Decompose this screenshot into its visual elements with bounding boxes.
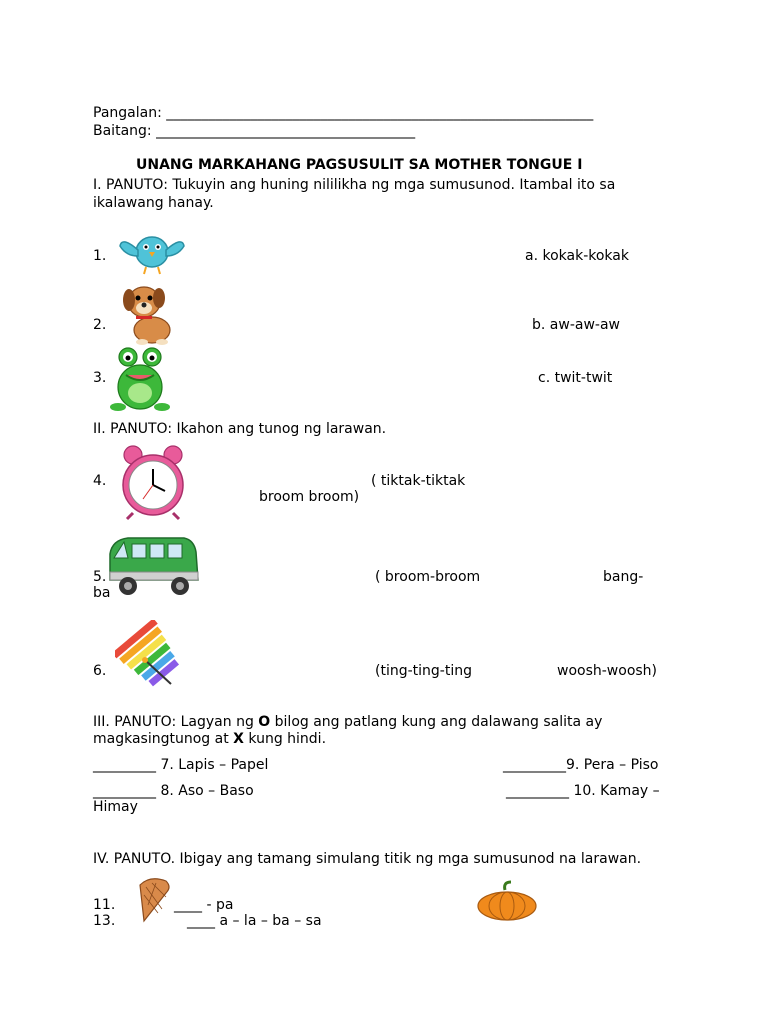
circle-symbol: O <box>258 714 271 730</box>
choice-a: a. kokak-kokak <box>525 248 629 264</box>
x-symbol: X <box>233 731 244 747</box>
name-line <box>93 105 593 122</box>
part2-directions: II. PANUTO: Ikahon ang tunog ng larawan. <box>93 421 387 437</box>
item5-choice2-wrap: ba <box>93 585 111 601</box>
item11-blank[interactable]: ____ - pa <box>174 897 234 913</box>
item-10-wrap: Himay <box>93 799 138 815</box>
item-number-13: 13. <box>93 913 116 929</box>
grade-line <box>93 123 415 140</box>
part1-directions-line2: ikalawang hanay. <box>93 195 214 211</box>
item-number-5: 5. <box>93 569 107 585</box>
dog-picture <box>114 280 186 346</box>
xylophone-picture <box>115 620 181 688</box>
page-title: UNANG MARKAHANG PAGSUSULIT SA MOTHER TONGUE I <box>136 157 583 173</box>
item13-blank[interactable]: ____ a – la – ba – sa <box>187 913 322 929</box>
item6-choice1[interactable]: (ting-ting-ting <box>375 663 472 679</box>
part1-directions-line1: I. PANUTO: Tukuyin ang huning nililikha ng mga sumusunod. Itambal ito sa <box>93 177 616 193</box>
name-label: Pangalan: <box>93 105 162 121</box>
part3-directions-line2-post: kung hindi. <box>243 731 327 747</box>
item-9[interactable]: _________9. Pera – Piso <box>503 757 659 773</box>
frog-picture <box>108 345 172 413</box>
item-10[interactable]: _________ 10. Kamay – <box>506 783 660 799</box>
part4-directions: IV. PANUTO. Ibigay ang tamang simulang titik ng mga sumusunod na larawan. <box>93 851 642 867</box>
part3-directions-line2 <box>93 731 326 748</box>
alarm-clock-picture <box>115 443 191 521</box>
jeepney-van-picture <box>104 532 204 602</box>
item-number-6: 6. <box>93 663 107 679</box>
ice-cream-cone-picture <box>132 873 176 925</box>
item-number-1: 1. <box>93 248 107 264</box>
item4-choice1[interactable]: ( tiktak-tiktak <box>371 473 466 489</box>
grade-blank[interactable]: _____________________________________ <box>156 123 416 139</box>
part3-directions-mid: bilog ang patlang kung ang dalawang salita ay <box>270 714 603 730</box>
item5-choice1[interactable]: ( broom-broom <box>375 569 481 585</box>
choice-c: c. twit-twit <box>538 370 613 386</box>
item-number-4: 4. <box>93 473 107 489</box>
pumpkin-picture <box>475 880 539 922</box>
name-blank[interactable]: _____________________________________________________________ <box>166 105 594 121</box>
part3-directions-pre: III. PANUTO: Lagyan ng <box>93 714 259 730</box>
bird-picture <box>116 222 188 278</box>
item-number-11: 11. <box>93 897 116 913</box>
item-7[interactable]: _________ 7. Lapis – Papel <box>93 757 269 773</box>
part3-directions-line2-pre: magkasingtunog at <box>93 731 234 747</box>
item4-choice2[interactable]: broom broom) <box>259 489 360 505</box>
item-8[interactable]: _________ 8. Aso – Baso <box>93 783 254 799</box>
part3-directions-line1 <box>93 714 602 731</box>
choice-b: b. aw-aw-aw <box>532 317 620 333</box>
item5-choice2[interactable]: bang- <box>603 569 644 585</box>
item6-choice2[interactable]: woosh-woosh) <box>557 663 658 679</box>
grade-label: Baitang: <box>93 123 152 139</box>
item-number-2: 2. <box>93 317 107 333</box>
item-number-3: 3. <box>93 370 107 386</box>
